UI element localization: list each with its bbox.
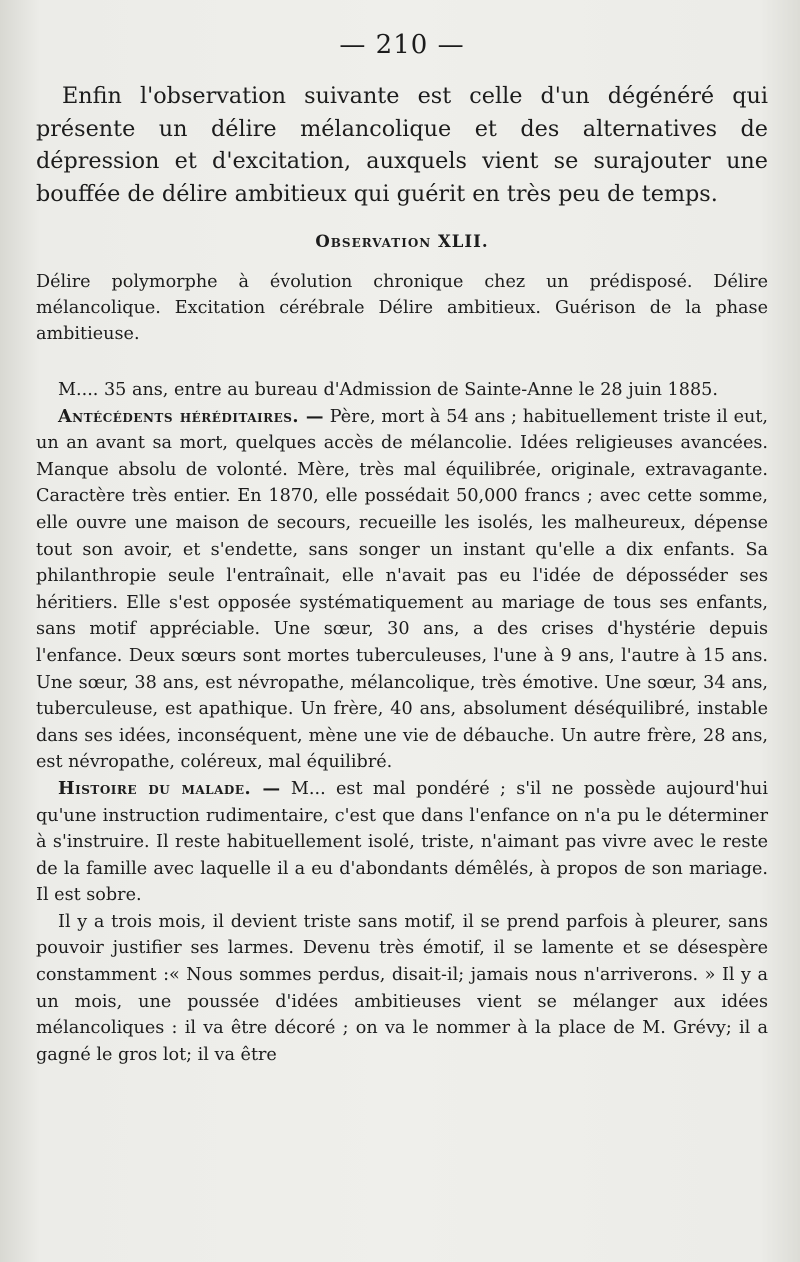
histoire-text: M... est mal pondéré ; s'il ne possède aujourd'hui qu'une instruction rudimentaire, c'est que dans l'enfance on n'a pu le déterminer à s'instruire. Il reste habituellement isolé, triste, n'aimant pas vivre avec le reste de la famille avec laquelle il a eu d'abondants démêlés, à propos de son mariage. Il est sobre.: [36, 778, 769, 906]
last-paragraph: Il y a trois mois, il devient triste sans motif, il se prend parfois à pleurer, sans pouvoir justifier ses larmes. Devenu très émotif, il se lamente et se désespère constamment :« Nous sommes perdus, disait-il; jamais nous n'arriverons. » Il y a un mois, une poussée d'idées ambitieuses vient se mélanger aux idées mélancoliques : il va être décoré ; on va le nommer à la place de M. Grévy; il a gagné le gros lot; il va être: [36, 911, 768, 1065]
antecedents-label: Antécédents héréditaires. —: [58, 405, 324, 427]
antecedents-text: Père, mort à 54 ans ; habituellement triste il eut, un an avant sa mort, quelques accès de mélancolie. Idées religieuses avancées. Manque absolu de volonté. Mère, très mal équilibrée, originale, extravagante. Caractère très entier. En 1870, elle possédait 50,000 francs ; avec cette somme, elle ouvre une maison de secours, recueille les isolés, les malheureux, dépense tout son avoir, et s'endette, sans songer un instant qu'elle a dix enfants. Sa philanthropie seule l'entraînait, elle n'avait pas eu l'idée de déposséder ses héritiers. Elle s'est opposée systématiquement au mariage de tous ses enfants, sans motif appréciable. Une sœur, 30 ans, a des crises d'hystérie depuis l'enfance. Deux sœurs sont mortes tuberculeuses, l'une à 9 ans, l'autre à 15 ans. Une sœur, 38 ans, est névropathe, mélancolique, très émotive. Une sœur, 34 ans, tuberculeuse, est apathique. Un frère, 40 ans, absolument déséquilibré, instable dans ses idées, inconséquent, mène une vie de débauche. Un autre frère, 28 ans, est névropathe, coléreux, mal équilibré.: [36, 406, 768, 773]
observation-subtitle: Délire polymorphe à évolution chronique chez un prédisposé. Délire mélancolique. Excitation cérébrale Délire ambitieux. Guérison de la phase ambitieuse.: [36, 272, 768, 344]
antecedents-paragraph: [36, 404, 768, 776]
observation-heading: Observation XLII.: [315, 232, 489, 251]
histoire-paragraph: [36, 776, 768, 909]
admission-paragraph: M.... 35 ans, entre au bureau d'Admission de Sainte-Anne le 28 juin 1885.: [58, 380, 718, 400]
intro-paragraph: Enfin l'observation suivante est celle d'un dégénéré qui présente un délire mélancolique et des alternatives de dépression et d'excitation, auxquels vient se surajouter une bouffée de délire ambitieux qui guérit en très peu de temps.: [36, 83, 768, 207]
histoire-label: Histoire du malade. —: [58, 777, 281, 799]
page-number: — 210 —: [339, 30, 465, 60]
